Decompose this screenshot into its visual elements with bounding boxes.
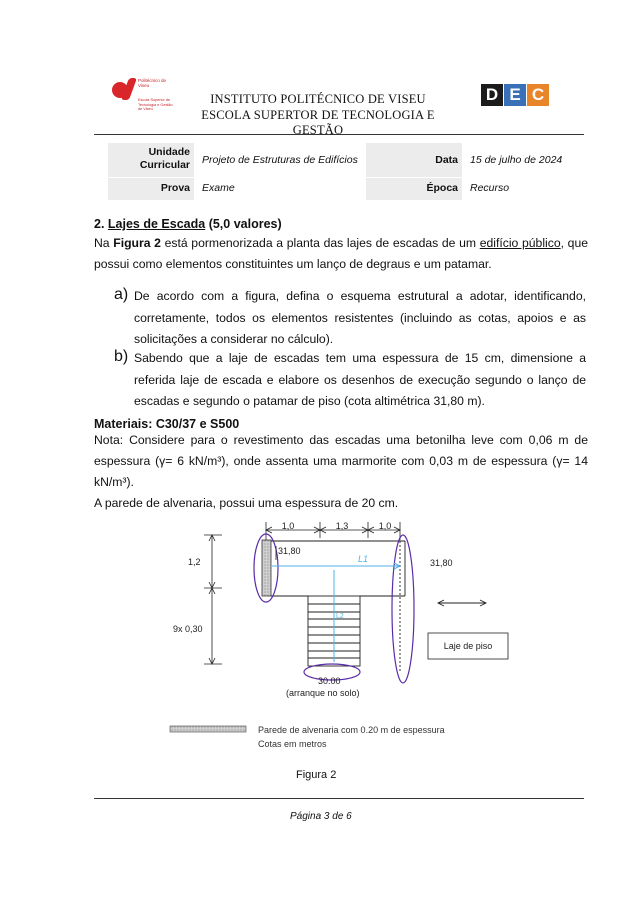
logo-name: Politécnico de Viseu	[138, 78, 167, 88]
intro-building-type: edifício público	[479, 236, 561, 250]
intro-text: , que possui como elementos constituintes um lanço de degraus e um patamar.	[94, 236, 589, 271]
question-score: (5,0 valores)	[208, 217, 282, 231]
intro-text: está pormenorizada a planta das lajes de escadas de um	[160, 236, 480, 250]
footer-rule	[94, 798, 584, 799]
dim-top-3: 1,0	[378, 521, 392, 531]
prova-label: Prova	[160, 182, 190, 194]
level-bottom: 30.00	[318, 676, 341, 686]
data-value: 15 de julho de 2024	[470, 154, 563, 166]
legend-wall-swatch	[170, 726, 246, 732]
intro-text: Na	[94, 236, 114, 250]
school-name: ESCOLA SUPERTOR DE TECNOLOGIA E GESTÃO	[201, 108, 435, 137]
item-a-label: a)	[114, 286, 129, 303]
legend-units-text: Cotas em metros	[258, 739, 327, 749]
dim-left-1: 1,2	[188, 557, 201, 567]
item-b-text: Sabendo que a laje de escadas tem uma espessura de 15 cm, dimensione a referida laje de escada e elabore os desenhos de execução segundo o lanço de escadas e segundo o patamar de piso (cota altimétrica 31,80 m).	[134, 351, 586, 408]
unidade-label: Unidade Curricular	[139, 146, 190, 171]
legend-wall-text: Parede de alvenaria com 0.20 m de espessura	[258, 725, 445, 735]
epoca-label: Época	[426, 182, 458, 194]
level-right: 31,80	[430, 558, 453, 568]
page-number: Página 3 de 6	[290, 811, 352, 822]
start-note: (arranque no solo)	[286, 688, 360, 698]
materials-note: Nota: Considere para o revestimento das escadas uma betonilha leve com 0,06 m de espessura (γ= 6 kN/m³), onde assenta uma marmorite com 0,03 m de espessura (γ= 14 kN/m³).	[94, 433, 588, 489]
institute-name: INSTITUTO POLITÉCNICO DE VISEU	[210, 92, 426, 106]
intro-figure-ref: Figura 2	[113, 236, 161, 250]
handwritten-annotations	[254, 534, 414, 683]
question-title: Lajes de Escada	[107, 217, 206, 231]
left-dimension-line	[204, 535, 222, 664]
handwritten-l1: L1	[358, 554, 369, 564]
dim-left-2: 9x 0,30	[173, 624, 203, 634]
prova-value: Exame	[202, 182, 235, 194]
dec-letter-d: D	[481, 84, 503, 106]
item-b-label: b)	[114, 348, 129, 365]
double-arrow-icon	[438, 600, 486, 606]
slab-label: Laje de piso	[443, 641, 493, 651]
landing-slab	[271, 541, 405, 672]
handwritten-l2: L2	[336, 613, 344, 620]
epoca-value: Recurso	[470, 182, 510, 194]
data-label: Data	[435, 154, 458, 166]
item-a-text: De acordo com a figura, defina o esquema estrutural a adotar, identificando, corretamente, todos os elementos resistentes (incluindo as cotas, apoios e as solicitações a considerar no cálculo).	[134, 289, 586, 346]
dim-top-2: 1,3	[335, 521, 349, 531]
logo-subtitle: Escola Superior de Tecnologia e Gestão de Viseu	[138, 98, 173, 112]
figure-caption: Figura 2	[296, 769, 337, 781]
unidade-value: Projeto de Estruturas de Edifícios	[202, 154, 358, 166]
masonry-wall	[262, 540, 271, 596]
wall-thickness-note: A parede de alvenaria, possui uma espessura de 20 cm.	[94, 496, 399, 510]
level-top: 31,80	[278, 546, 301, 556]
materials-title: Materiais: C30/37 e S500	[94, 417, 240, 431]
question-number: 2.	[94, 217, 105, 231]
dec-letter-c: C	[527, 84, 549, 106]
dim-top-1: 1,0	[281, 521, 295, 531]
dec-letter-e: E	[504, 84, 526, 106]
